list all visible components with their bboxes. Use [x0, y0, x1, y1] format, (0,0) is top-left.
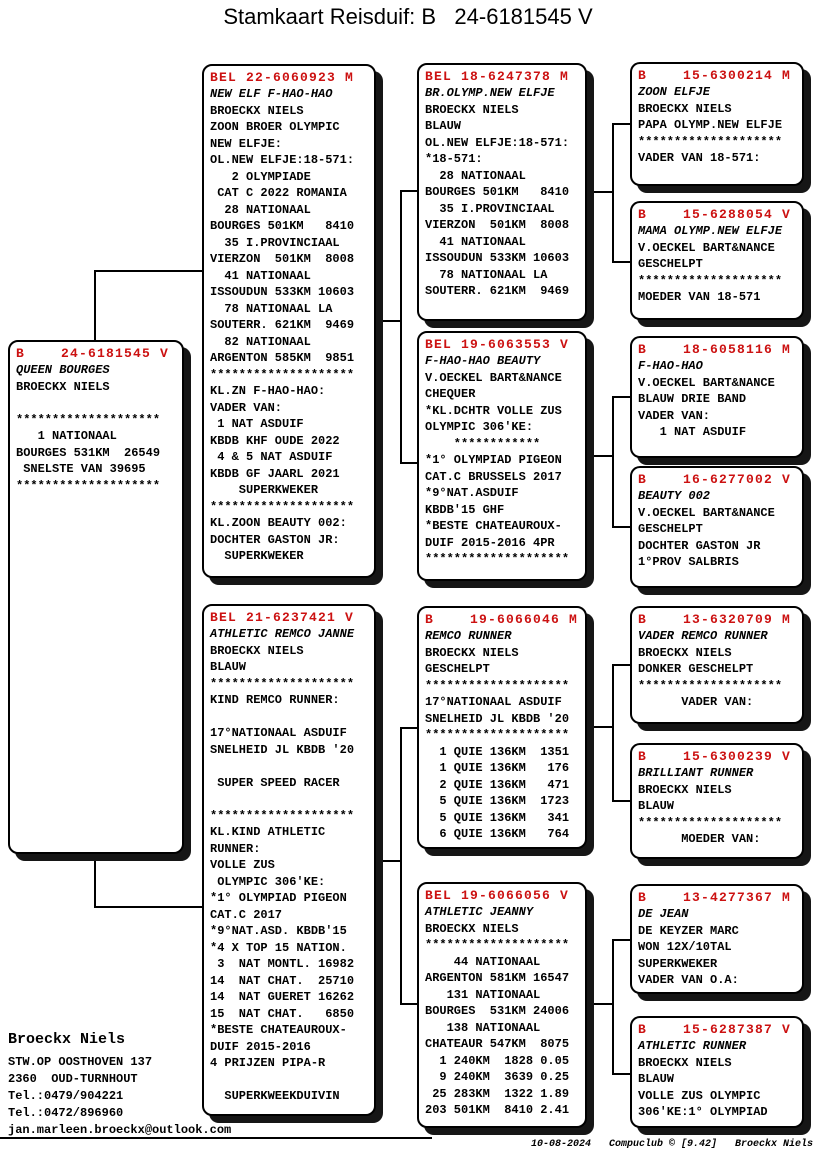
pigeon-name: REMCO RUNNER	[425, 629, 512, 643]
text-line: BOURGES 501KM 8410	[425, 185, 570, 199]
page-title: Stamkaart Reisduif: B 24-6181545 V	[223, 4, 593, 29]
connector-line	[587, 726, 614, 728]
owner-name: BROECKX NIELS	[638, 782, 732, 797]
pedigree-box-granddam-paternal	[417, 331, 587, 581]
text-line: GESCHELPT	[638, 522, 703, 536]
pedigree-box-greatgrandparent-5	[630, 606, 804, 724]
connector-line	[612, 664, 632, 666]
pedigree-box-sire	[202, 64, 376, 578]
text-line: ********************	[425, 678, 570, 693]
text-line: CHEQUER	[425, 387, 476, 401]
text-line: SUPER SPEED RACER	[210, 775, 340, 790]
pigeon-name: ATHLETIC RUNNER	[638, 1039, 747, 1053]
ring-number: B 16-6277002 V	[638, 472, 792, 487]
text-line: CAT C 2022 ROMANIA	[210, 186, 347, 200]
text-line: 5 QUIE 136KM 341	[425, 810, 570, 825]
text-line: 28 NATIONAAL	[210, 202, 311, 217]
text-line: VADER VAN:	[638, 408, 711, 423]
pedigree-box-grandsire-paternal	[417, 63, 587, 321]
pedigree-box-subject	[8, 340, 184, 854]
box-body	[425, 386, 583, 568]
text-line: 1 QUIE 136KM 176	[425, 761, 570, 775]
text-line: KL.ZOON BEAUTY 002:	[210, 516, 347, 530]
text-line: CHATEAUR 547KM 8075	[425, 1037, 570, 1051]
owner-name: V.OECKEL BART&NANCE	[638, 240, 775, 255]
connector-line	[612, 526, 632, 528]
pigeon-name: QUEEN BOURGES	[16, 363, 110, 377]
ring-number: BEL 22-6060923 M	[210, 70, 355, 85]
text-line: KL.KIND ATHLETIC	[210, 825, 326, 839]
ring-number: B 15-6300239 V	[638, 749, 792, 764]
text-line: VADER VAN:	[210, 400, 283, 415]
text-line: MOEDER VAN 18-571	[638, 290, 761, 304]
text-line: 78 NATIONAAL LA	[210, 301, 333, 316]
text-line: DUIF 2015-2016 4PR	[425, 535, 555, 550]
text-line	[210, 791, 372, 808]
text-line: BOURGES 531KM 24006	[425, 1004, 570, 1018]
text-line: 25 283KM 1322 1.89	[425, 1086, 570, 1101]
connector-line	[612, 939, 614, 1075]
text-line: jan.marleen.broeckx@outlook.com	[8, 1123, 232, 1137]
text-line: 203 501KM 8410 2.41	[425, 1103, 570, 1117]
text-line: KIND REMCO RUNNER:	[210, 693, 340, 707]
text-line: KBDB'15 GHF	[425, 502, 505, 517]
pedigree-box-greatgrandparent-1	[630, 62, 804, 186]
text-line: STW.OP OOSTHOVEN 137	[8, 1055, 153, 1069]
text-line: DOCHTER GASTON JR	[638, 538, 761, 553]
text-line: ZOON BROER OLYMPIC	[210, 120, 340, 134]
text-line: *9°NAT.ASD. KBDB'15	[210, 924, 347, 938]
text-line: BLAUW	[638, 799, 675, 813]
text-line: 131 NATIONAAL	[425, 987, 541, 1002]
text-line: 41 NATIONAAL	[425, 234, 526, 249]
text-line: ********************	[638, 134, 783, 149]
text-line: 14 NAT GUERET 16262	[210, 990, 355, 1004]
ring-number: BEL 19-6066056 V	[425, 888, 570, 903]
pedigree-box-greatgrandparent-7	[630, 884, 804, 994]
box-body	[638, 798, 800, 848]
text-line: 1 240KM 1828 0.05	[425, 1053, 570, 1068]
text-line: NEW ELFJE:	[210, 136, 283, 151]
text-line: ********************	[210, 676, 355, 691]
text-line: 138 NATIONAAL	[425, 1020, 541, 1035]
pigeon-name: ATHLETIC REMCO JANNE	[210, 627, 355, 641]
text-line: ********************	[210, 367, 355, 382]
text-line: 4 PRIJZEN PIPA-R	[210, 1056, 326, 1070]
text-line: SOUTERR. 621KM 9469	[210, 318, 355, 332]
text-line: 17°NATIONAAL ASDUIF	[210, 726, 347, 740]
pedigree-box-greatgrandparent-4	[630, 466, 804, 588]
text-line: ISSOUDUN 533KM 10603	[425, 251, 570, 265]
text-line: 1 NAT ASDUIF	[210, 417, 304, 431]
text-line: 35 I.PROVINCIAAL	[425, 201, 555, 216]
owner-name: V.OECKEL BART&NANCE	[638, 505, 775, 520]
connector-line	[375, 320, 402, 322]
text-line: GESCHELPT	[425, 662, 490, 676]
text-line: KBDB KHF OUDE 2022	[210, 433, 340, 448]
text-line: 2 OLYMPIADE	[210, 169, 311, 184]
pedigree-box-greatgrandparent-6	[630, 743, 804, 859]
connector-line	[375, 860, 402, 862]
text-line: CAT.C BRUSSELS 2017	[425, 469, 562, 484]
text-line: SUPERKWEKER	[638, 956, 718, 971]
text-line: 15 NAT CHAT. 6850	[210, 1006, 355, 1021]
pedigree-box-greatgrandparent-3	[630, 336, 804, 458]
text-line	[210, 1072, 372, 1089]
text-line: *KL.DCHTR VOLLE ZUS	[425, 403, 562, 418]
text-line: *1° OLYMPIAD PIGEON	[425, 453, 562, 467]
text-line: *1° OLYMPIAD PIGEON	[210, 891, 347, 905]
pigeon-name: BRILLIANT RUNNER	[638, 766, 754, 780]
text-line: 17°NATIONAAL ASDUIF	[425, 695, 562, 709]
text-line: BOURGES 501KM 8410	[210, 219, 355, 233]
connector-line	[400, 727, 402, 1005]
text-line: VOLLE ZUS	[210, 858, 275, 872]
text-line: BLAUW DRIE BAND	[638, 392, 747, 406]
text-line: 2 QUIE 136KM 471	[425, 777, 570, 792]
text-line: 5 QUIE 136KM 1723	[425, 794, 570, 808]
text-line: SUPERKWEKER	[210, 483, 319, 497]
text-line: DOCHTER GASTON JR:	[210, 532, 340, 547]
pedigree-box-greatgrandparent-8	[630, 1016, 804, 1128]
text-line: VADER VAN O.A:	[638, 973, 739, 987]
text-line: BLAUW	[638, 1072, 675, 1086]
text-line: ARGENTON 585KM 9851	[210, 351, 355, 365]
text-line: *BESTE CHATEAUROUX-	[425, 519, 562, 533]
pigeon-name: F-HAO-HAO	[638, 359, 703, 373]
text-line: 78 NATIONAAL LA	[425, 267, 548, 282]
box-body	[638, 117, 800, 167]
owner-name: DE KEYZER MARC	[638, 923, 739, 938]
owner-name: BROECKX NIELS	[425, 102, 519, 117]
box-body	[16, 395, 180, 494]
text-line: VIERZON 501KM 8008	[210, 252, 355, 266]
pigeon-name: DE JEAN	[638, 907, 689, 921]
connector-line	[400, 190, 402, 464]
text-line: VIERZON 501KM 8008	[425, 218, 570, 232]
connector-line	[612, 396, 632, 398]
owner-name: V.OECKEL BART&NANCE	[638, 375, 775, 390]
text-line: GESCHELPT	[638, 257, 703, 271]
ring-number: B 24-6181545 V	[16, 346, 170, 361]
text-line: 35 I.PROVINCIAAL	[210, 235, 340, 250]
text-line: ********************	[638, 273, 783, 288]
pedigree-box-granddam-maternal	[417, 882, 587, 1128]
connector-line	[612, 123, 632, 125]
owner-name: BROECKX NIELS	[425, 921, 519, 936]
pigeon-name: NEW ELF F-HAO-HAO	[210, 87, 333, 101]
text-line: 6 QUIE 136KM 764	[425, 827, 570, 841]
connector-line	[587, 1003, 614, 1005]
connector-line	[94, 852, 96, 908]
connector-line	[612, 396, 614, 528]
text-line: ISSOUDUN 533KM 10603	[210, 285, 355, 299]
connector-line	[94, 270, 96, 342]
text-line: Tel.:0472/896960	[8, 1106, 124, 1120]
text-line: ********************	[16, 478, 161, 493]
text-line: 1 NAT ASDUIF	[638, 425, 747, 439]
pigeon-name: ATHLETIC JEANNY	[425, 905, 534, 919]
pigeon-name: BR.OLYMP.NEW ELFJE	[425, 86, 555, 100]
text-line: 2360 OUD-TURNHOUT	[8, 1072, 138, 1086]
text-line: SNELSTE VAN 39695	[16, 462, 146, 476]
ring-number: BEL 18-6247378 M	[425, 69, 570, 84]
text-line: 28 NATIONAAL	[425, 168, 526, 183]
text-line: DUIF 2015-2016	[210, 1039, 311, 1054]
connector-line	[612, 261, 632, 263]
text-line: SOUTERR. 621KM 9469	[425, 284, 570, 298]
text-line: VADER VAN 18-571:	[638, 151, 761, 165]
text-line: ********************	[638, 678, 783, 693]
text-line: ********************	[425, 552, 570, 566]
box-body	[638, 256, 800, 306]
text-line: OL.NEW ELFJE:18-571:	[210, 153, 355, 167]
connector-line	[612, 1073, 632, 1075]
owner-name: BROECKX NIELS	[425, 645, 519, 660]
text-line: KBDB GF JAARL 2021	[210, 466, 340, 481]
box-body	[425, 118, 583, 300]
text-line: ********************	[425, 938, 570, 952]
text-line: *18-571:	[425, 152, 483, 166]
text-line: WON 12X/10TAL	[638, 940, 732, 954]
ring-number: B 15-6287387 V	[638, 1022, 792, 1037]
text-line	[210, 709, 372, 726]
owner-name: BROECKX NIELS	[638, 101, 732, 116]
owner-name: BROECKX NIELS	[638, 645, 732, 660]
text-line: 9 240KM 3639 0.25	[425, 1070, 570, 1084]
connector-line	[612, 664, 614, 802]
pedigree-box-greatgrandparent-2	[630, 201, 804, 320]
text-line: 44 NATIONAAL	[425, 954, 541, 969]
box-body	[425, 937, 583, 1119]
box-body	[638, 521, 800, 571]
connector-line	[587, 455, 614, 457]
text-line: VADER VAN:	[638, 695, 754, 709]
text-line: ********************	[638, 815, 783, 830]
text-line: 4 & 5 NAT ASDUIF	[210, 450, 333, 464]
pigeon-name: MAMA OLYMP.NEW ELFJE	[638, 224, 783, 238]
ring-number: BEL 19-6063553 V	[425, 337, 570, 352]
text-line: OLYMPIC 306'KE:	[425, 420, 534, 434]
contact-block	[8, 1030, 231, 1139]
text-line: BLAUW	[425, 119, 462, 133]
connector-line	[94, 906, 204, 908]
text-line: 41 NATIONAAL	[210, 268, 311, 283]
text-line: 82 NATIONAAL	[210, 334, 311, 349]
text-line	[210, 758, 372, 775]
text-line: ********************	[425, 728, 570, 742]
owner-name: BROECKX NIELS	[210, 643, 304, 658]
text-line: Tel.:0479/904221	[8, 1089, 124, 1103]
text-line: RUNNER:	[210, 841, 261, 856]
ring-number: B 13-6320709 M	[638, 612, 792, 627]
text-line: 1 QUIE 136KM 1351	[425, 744, 570, 759]
text-line: ********************	[210, 499, 355, 514]
ring-number: BEL 21-6237421 V	[210, 610, 355, 625]
text-line: SNELHEID JL KBDB '20	[425, 711, 570, 726]
text-line: *9°NAT.ASDUIF	[425, 486, 519, 500]
ring-number: B 13-4277367 M	[638, 890, 792, 905]
text-line: VOLLE ZUS OLYMPIC	[638, 1088, 761, 1103]
pedigree-box-grandsire-maternal	[417, 606, 587, 849]
text-line: ************	[425, 436, 541, 451]
text-line: 1°PROV SALBRIS	[638, 555, 739, 569]
box-body	[638, 661, 800, 711]
contact-name: Broeckx Niels	[8, 1031, 126, 1048]
text-line: 1 NATIONAAL	[16, 429, 117, 443]
text-line: MOEDER VAN:	[638, 832, 761, 846]
owner-name: BROECKX NIELS	[210, 103, 304, 118]
box-body	[638, 939, 800, 989]
text-line: SNELHEID JL KBDB '20	[210, 742, 355, 757]
divider-line	[0, 1137, 432, 1139]
owner-name: BROECKX NIELS	[16, 379, 110, 394]
text-line: ********************	[16, 412, 161, 427]
pigeon-name: VADER REMCO RUNNER	[638, 629, 768, 643]
box-body	[210, 119, 372, 565]
text-line: BOURGES 531KM 26549	[16, 445, 161, 460]
pigeon-name: ZOON ELFJE	[638, 85, 711, 99]
connector-line	[612, 939, 632, 941]
text-line: ARGENTON 581KM 16547	[425, 971, 570, 985]
text-line: SUPERKWEEKDUIVIN	[210, 1089, 340, 1103]
text-line: SUPERKWEKER	[210, 549, 304, 563]
text-line: *BESTE CHATEAUROUX-	[210, 1023, 347, 1037]
text-line: *4 X TOP 15 NATION.	[210, 940, 347, 955]
text-line: DONKER GESCHELPT	[638, 662, 754, 676]
connector-line	[587, 191, 614, 193]
connector-line	[612, 123, 614, 263]
text-line: OL.NEW ELFJE:18-571:	[425, 135, 570, 150]
text-line: CAT.C 2017	[210, 907, 283, 922]
ring-number: B 15-6300214 M	[638, 68, 792, 83]
box-body	[210, 659, 372, 1105]
box-body	[425, 661, 583, 843]
ring-number: B 18-6058116 M	[638, 342, 792, 357]
text-line: PAPA OLYMP.NEW ELFJE	[638, 118, 783, 132]
box-body	[638, 1071, 800, 1121]
box-body	[638, 391, 800, 441]
text-line: ********************	[210, 808, 355, 823]
owner-name: V.OECKEL BART&NANCE	[425, 370, 562, 385]
connector-line	[94, 270, 204, 272]
connector-line	[612, 800, 632, 802]
text-line: 14 NAT CHAT. 25710	[210, 973, 355, 988]
pigeon-name: BEAUTY 002	[638, 489, 711, 503]
contact-lines	[8, 1054, 231, 1139]
text-line: 3 NAT MONTL. 16982	[210, 957, 355, 971]
text-line: OLYMPIC 306'KE:	[210, 874, 326, 889]
text-line: BLAUW	[210, 660, 247, 674]
footer-credit: 10-08-2024 Compuclub © [9.42] Broeckx Niels	[530, 1139, 813, 1150]
ring-number: B 19-6066046 M	[425, 612, 579, 627]
ring-number: B 15-6288054 V	[638, 207, 792, 222]
text-line	[16, 395, 180, 412]
text-line: 306'KE:1° OLYMPIAD	[638, 1105, 768, 1119]
text-line: KL.ZN F-HAO-HAO:	[210, 384, 326, 398]
pigeon-name: F-HAO-HAO BEAUTY	[425, 354, 541, 368]
owner-name: BROECKX NIELS	[638, 1055, 732, 1070]
